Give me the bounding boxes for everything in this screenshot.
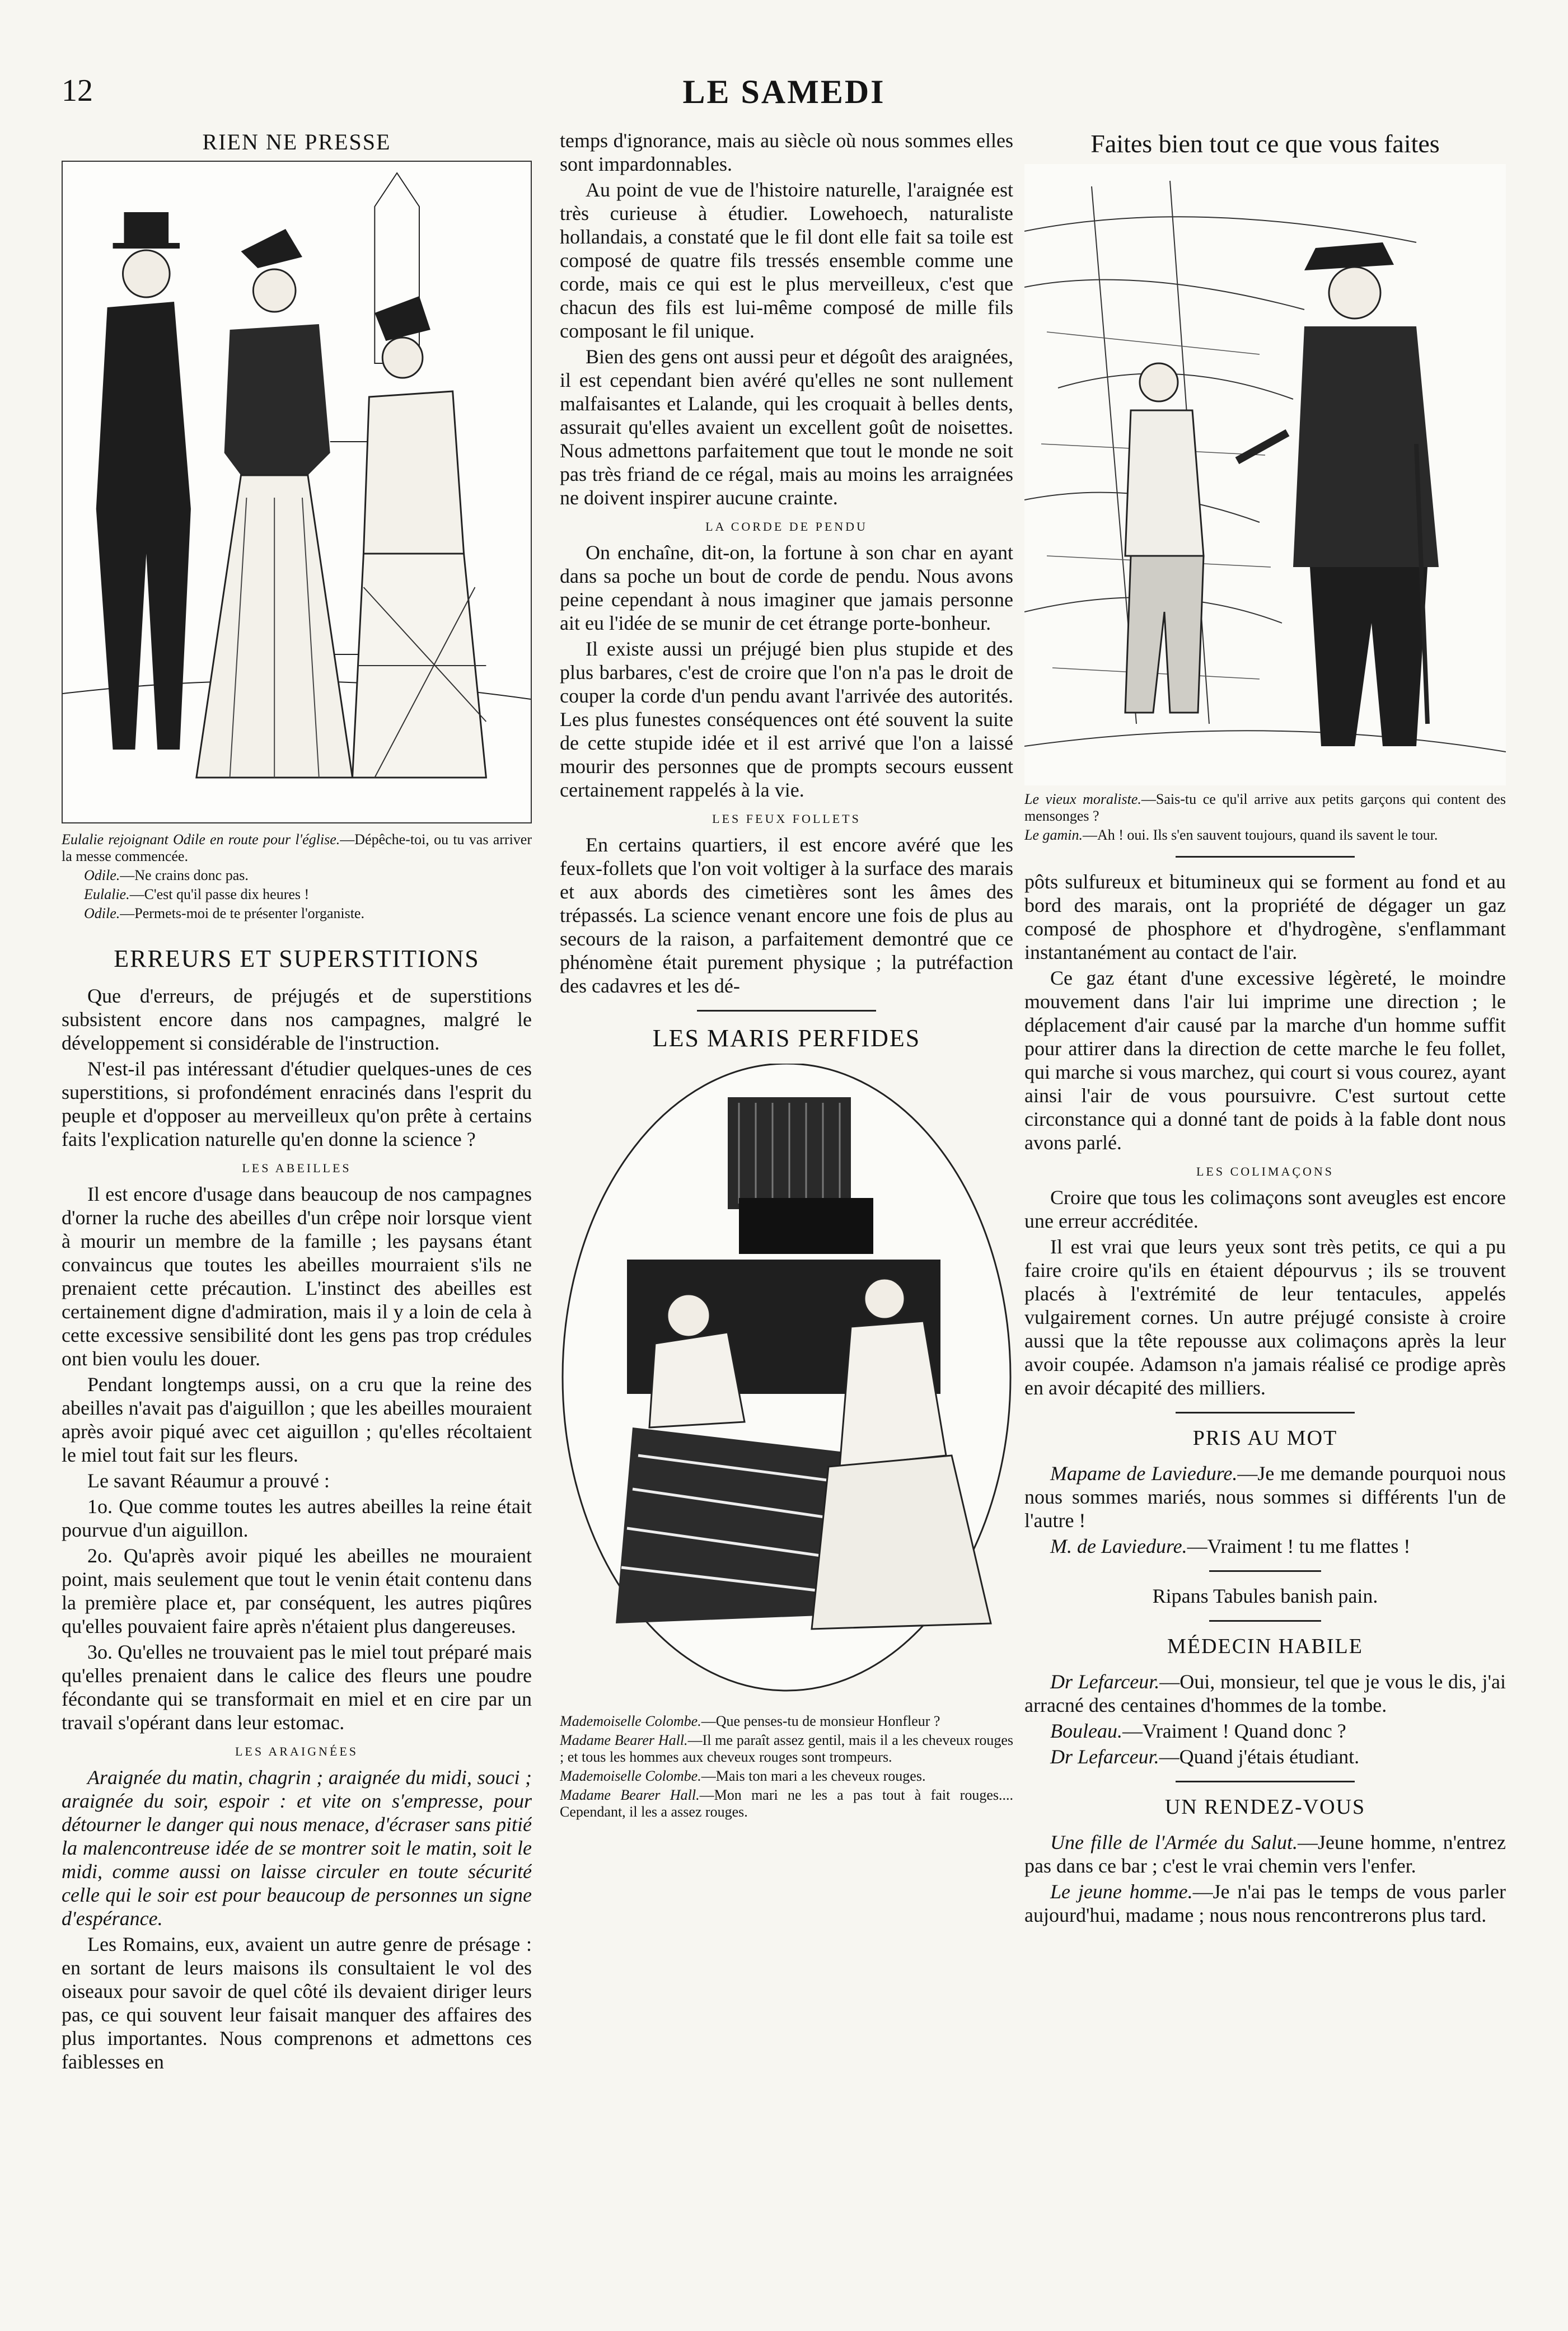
- anecdote-title-pris-au-mot: PRIS AU MOT: [1192, 1426, 1338, 1450]
- abeilles-paragraph: Pendant longtemps aussi, on a cru que la reine des abeilles n'avait pas d'aiguillon ; que les abeilles mouraient après avoir piqué avec cet aiguillon ; qu'elles récoltaient le miel tout fait sur les fleurs.: [62, 1373, 532, 1466]
- dialogue-speaker: Dr Lefarceur.: [1050, 1745, 1159, 1768]
- caption-text: —Dépêche-toi, ou tu vas arriver la messe commencée.: [62, 831, 532, 864]
- abeilles-paragraph: 1o. Que comme toutes les autres abeilles la reine était pourvue d'un aiguillon.: [62, 1495, 532, 1541]
- abeilles-paragraph: 2o. Qu'après avoir piqué les abeilles ne mouraient point, mais seulement que tout le venin était contenu dans la première place et, par conséquent, les autres piqûres qu'elles pouvaient faire après n'étaient plus dangereuses.: [62, 1544, 532, 1637]
- abeilles-paragraph: 3o. Qu'elles ne trouvaient pas le miel tout préparé mais qu'elles prenaient dans le calice des fleurs une poudre fécondante qui se transformait en miel et en cire par un travail s'opérant dans leur estomac.: [62, 1641, 532, 1734]
- anecdote-title-medecin: MÉDECIN HABILE: [1167, 1635, 1363, 1658]
- araignees-paragraph: Les Romains, eux, avaient un autre genre de présage : en sortant de leurs maisons ils consultaient le vol des oiseaux pour savoir de quel côté ils devaient diriger leurs pas, ce qui souvent leur faisait manquer des affaires des plus importantes. Nous comprenons et admettons ces faiblesses en: [62, 1933, 532, 2073]
- dialogue-text: —Je n'ai pas le temps de vous parler aujourd'hui, madame ; nous nous rencontrerons plus tard.: [1024, 1880, 1506, 1926]
- anecdote-medecin: [1024, 1670, 1506, 1768]
- caption-text: —Mais ton mari a les cheveux rouges.: [701, 1768, 926, 1784]
- page-header: [62, 73, 1506, 118]
- dialogue-text: —Oui, monsieur, tel que je vous le dis, j'ai arracné des centaines d'hommes de la tombe.: [1024, 1670, 1506, 1716]
- section-title-erreurs: ERREURS ET SUPERSTITIONS: [114, 945, 480, 972]
- caption-text: —Que penses-tu de monsieur Honfleur ?: [701, 1713, 940, 1729]
- section-divider: [1176, 1412, 1355, 1413]
- section-divider: [697, 1010, 876, 1012]
- corde-paragraph: On enchaîne, dit-on, la fortune à son char en ayant dans sa poche un bout de corde de pendu. Nous avons peine cependant à nous imaginer que jamais personne ait eu l'idée de se munir de cet étrange porte-bonheur.: [560, 541, 1013, 634]
- subsection-title-corde: LA CORDE DE PENDU: [705, 519, 868, 533]
- feux-paragraph: En certains quartiers, il est encore avéré que les feux-follets que l'on voit voltiger à la surface des marais et aux abords des cimetières sont les âmes des trépassés. La science venant encore une fois de plus au secours de la raison, a parfaitement demontré que ce phénomène était purement physique ; la putréfaction des cadavres et les dé-: [560, 834, 1013, 997]
- caption-speaker: Odile.: [84, 905, 120, 921]
- cartoon-title-rien-ne-presse: RIEN NE PRESSE: [202, 129, 391, 155]
- column-2: [560, 129, 1013, 2297]
- cartoon-illustration-two-women-parlor: [560, 1064, 1013, 1707]
- dialogue-speaker: Bouleau.: [1050, 1720, 1122, 1742]
- colimacons-paragraph: Croire que tous les colimaçons sont aveugles est encore une erreur accréditée.: [1024, 1186, 1506, 1232]
- intro-paragraph: N'est-il pas intéressant d'étudier quelques-unes de ces superstitions, si profondément enracinés dans l'esprit du peuple et d'opposer au merveilleux qu'on prête à certains faits l'explication naturelle qu'en donne la science ?: [62, 1057, 532, 1150]
- colimacons-paragraph: Il est vrai que leurs yeux sont très petits, ce qui a pu faire croire qu'ils en étaient dépourvus ; ils se trouvent placés à l'extrémité de leur tentacules, appelés vulgairement cornes. Un autre préjugé consiste à croire aussi que la tête repousse aux colimaçons après la leur avoir coupée. Adamson n'a jamais réalisé ce prodige après en avoir décapité des milliers.: [1024, 1235, 1506, 1399]
- section-divider: [1176, 856, 1355, 858]
- caption-text: —Ne crains donc pas.: [120, 867, 249, 883]
- section-divider: [1209, 1620, 1321, 1622]
- araignees-continued: Bien des gens ont aussi peur et dégoût des araignées, il est cependant bien avéré qu'elles ne sont nullement malfaisantes et Lalande, qui les croquait à belles dents, assurait qu'elles avaient un excellent goût de noisettes. Nous admettons parfaitement que tout le monde ne soit pas très friand de ce régal, mais au moins les arraignées ne doivent inspirer aucune crainte.: [560, 345, 1013, 509]
- araignees-continued: Au point de vue de l'histoire naturelle, l'araignée est très curieuse à étudier. Lowehoech, naturaliste hollandais, a constaté que le fil dont elle fait sa toile est composé de quatre fils tressés ensemble comme une corde, mais ce qui est le plus merveilleux, c'est que chacun des fils est lui-même composé de mille fils composant le fil unique.: [560, 179, 1013, 342]
- feux-continued: pôts sulfureux et bitumineux qui se forment au fond et au bord des marais, ont la propriété de dégager un gaz composé de phosphore et d'hydrogène, s'enflammant instantanément au contact de l'air.: [1024, 870, 1506, 963]
- caption-speaker: Eulalie.: [84, 886, 130, 902]
- caption-speaker: Madame Bearer Hall.: [560, 1732, 688, 1748]
- caption-speaker: Mademoiselle Colombe.: [560, 1768, 701, 1784]
- subsection-title-abeilles: LES ABEILLES: [242, 1161, 352, 1175]
- araignees-continued: temps d'ignorance, mais au siècle où nous sommes elles sont impardonnables.: [560, 129, 1013, 175]
- abeilles-paragraph: Le savant Réaumur a prouvé :: [87, 1469, 330, 1492]
- dialogue-text: —Je me demande pourquoi nous nous sommes mariés, nous sommes si différents l'un de l'autre !: [1024, 1462, 1506, 1532]
- cartoon-title-maris-perfides: LES MARIS PERFIDES: [652, 1024, 921, 1052]
- caption-text: —Ah ! oui. Ils s'en sauvent toujours, quand ils savent le tour.: [1083, 827, 1438, 843]
- caption-text: —Sais-tu ce qu'il arrive aux petits garçons qui content des mensonges ?: [1024, 791, 1506, 824]
- dialogue-speaker: Dr Lefarceur.: [1050, 1670, 1160, 1693]
- caption-speaker: Odile.: [84, 867, 120, 883]
- anecdote-pris-au-mot: [1024, 1462, 1506, 1558]
- cartoon-title-faites-bien: Faites bien tout ce que vous faites: [1090, 129, 1440, 158]
- subsection-title-feux: LES FEUX FOLLETS: [712, 812, 861, 826]
- page-number: 12: [62, 73, 93, 108]
- subsection-title-colimacons: LES COLIMAÇONS: [1196, 1164, 1335, 1178]
- caption-text: —C'est qu'il passe dix heures !: [129, 886, 310, 902]
- dialogue-text: —Vraiment ! tu me flattes !: [1187, 1535, 1411, 1557]
- dialogue-text: —Vraiment ! Quand donc ?: [1122, 1720, 1346, 1742]
- anecdote-rendez-vous: [1024, 1831, 1506, 1927]
- cartoon-caption-faites-bien: [1024, 791, 1506, 844]
- journal-title: LE SAMEDI: [682, 73, 886, 110]
- caption-speaker: Le vieux moraliste.: [1024, 791, 1141, 807]
- subsection-title-araignees: LES ARAIGNÉES: [235, 1744, 359, 1758]
- caption-text: —Il me paraît assez gentil, mais il a les cheveux rouges ; et tous les hommes aux cheveux rouges sont trompeurs.: [560, 1732, 1013, 1765]
- dialogue-speaker: Une fille de l'Armée du Salut.: [1050, 1831, 1298, 1853]
- dialogue-speaker: M. de Laviedure.: [1050, 1535, 1187, 1557]
- cartoon-illustration-three-figures: [62, 161, 532, 823]
- dialogue-text: —Quand j'étais étudiant.: [1159, 1745, 1360, 1768]
- advertisement-ripans: Ripans Tabules banish pain.: [1152, 1585, 1378, 1607]
- cartoon-caption-maris-perfides: [560, 1713, 1013, 1820]
- caption-speaker: Mademoiselle Colombe.: [560, 1713, 701, 1729]
- caption-text: —Permets-moi de te présenter l'organiste.: [120, 905, 364, 921]
- caption-speaker: Madame Bearer Hall.: [560, 1787, 700, 1803]
- feux-continued: Ce gaz étant d'une excessive légèreté, le moindre mouvement dans l'air lui imprime une direction ; le déplacement d'air causé par la marche d'un homme suffit pour attirer dans la direction de cette marche le feu follet, qui marche si vous marchez, qui court si vous courez, ayant ainsi l'air de vous poursuivre. C'est surtout cette circonstance qui a donné tant de poids à la fable dont nous avons parlé.: [1024, 967, 1506, 1154]
- caption-text: —Mon mari ne les a pas tout à fait rouges.... Cependant, il les a assez rouges.: [560, 1787, 1013, 1820]
- abeilles-paragraph: Il est encore d'usage dans beaucoup de nos campagnes d'orner la ruche des abeilles d'un crêpe noir lorsque vient à mourir un membre de la famille ; les paysans étant convaincus que toutes les abeilles mourraient s'ils ne prenaient cette précaution. L'instinct des abeilles est certainement digne d'admiration, mais il y a loin de cela à cette excessive sensibilité dont les gens pas trop crédules ont bien voulu les douer.: [62, 1183, 532, 1370]
- dialogue-speaker: Mapame de Laviedure.: [1050, 1462, 1238, 1485]
- caption-speaker: Le gamin.: [1024, 827, 1083, 843]
- cartoon-illustration-old-man-and-boy: [1024, 164, 1506, 785]
- dialogue-text: —Jeune homme, n'entrez pas dans ce bar ; c'est le vrai chemin vers l'enfer.: [1024, 1831, 1506, 1877]
- section-divider: [1209, 1570, 1321, 1572]
- corde-paragraph: Il existe aussi un préjugé bien plus stupide et des plus barbares, c'est de croire que l'on n'a pas le droit de couper la corde d'un pendu avant l'arrivée des autorités. Les plus funestes conséquences ont été souvent la suite de cette stupide idée et il est arrivé que l'on a laissé mourir des personnes que de prompts secours eussent certainement rappelés à la vie.: [560, 638, 1013, 801]
- dialogue-speaker: Le jeune homme.: [1050, 1880, 1193, 1903]
- caption-speaker: Eulalie rejoignant Odile en route pour l'église.: [62, 831, 340, 848]
- anecdote-title-rendez-vous: UN RENDEZ-VOUS: [1164, 1795, 1366, 1819]
- section-divider: [1176, 1781, 1355, 1782]
- intro-paragraph: Que d'erreurs, de préjugés et de superstitions subsistent encore dans nos campagnes, malgré le développement si considérable de l'instruction.: [62, 985, 532, 1054]
- araignees-paragraph: Araignée du matin, chagrin ; araignée du midi, souci ; araignée du soir, espoir : et vite on s'empresse, pour détourner le danger qui nous menace, d'écraser sans pitié la malencontreuse idée de se montrer soit le matin, soit le midi, comme aussi on laisse circuler en toute sécurité celle qui le soir est pour beaucoup de personnes un signe d'espérance.: [62, 1766, 532, 1930]
- column-3: [1024, 129, 1506, 2297]
- cartoon-caption-rien-ne-presse: [62, 831, 532, 922]
- column-1: [62, 129, 532, 2297]
